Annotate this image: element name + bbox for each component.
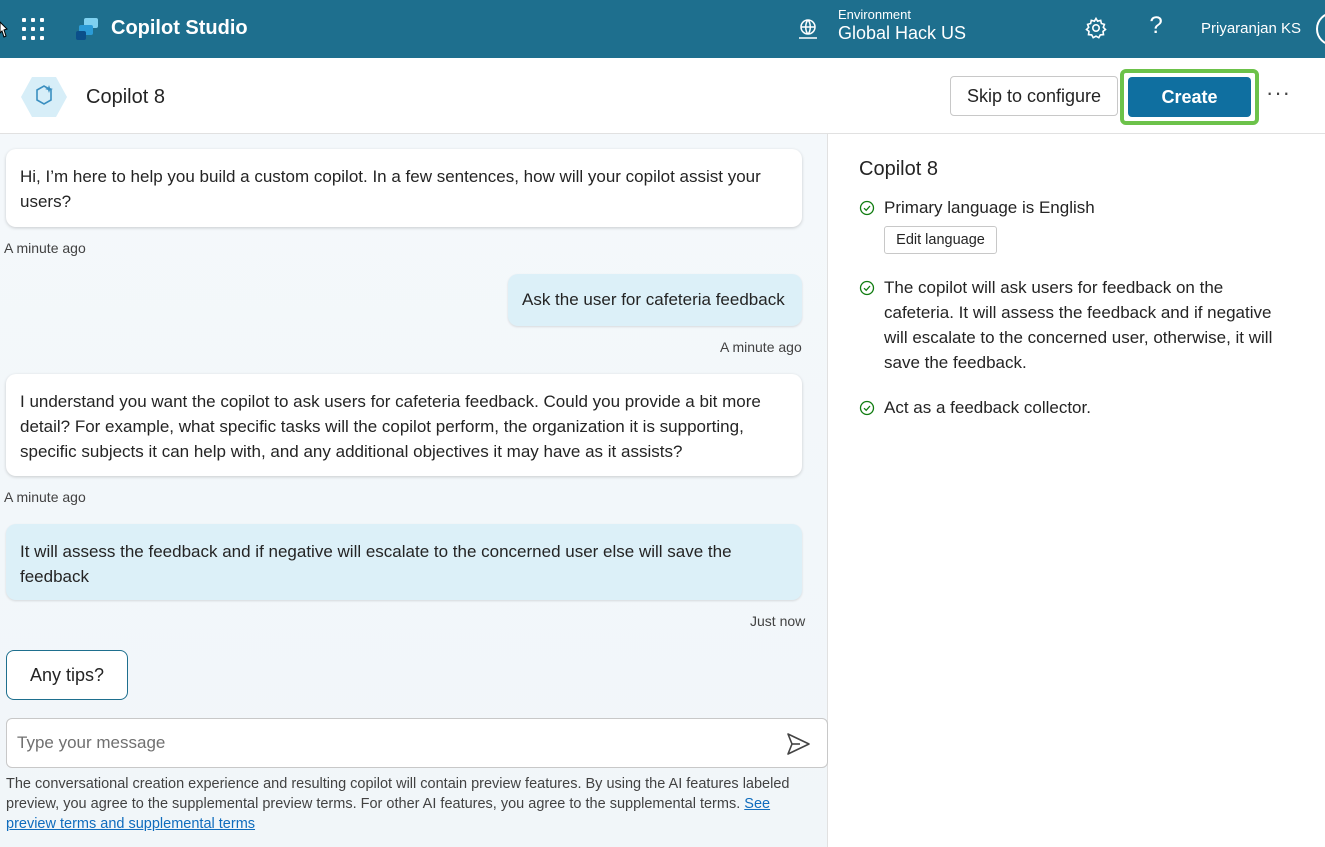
check-circle-icon — [859, 200, 875, 216]
gear-icon[interactable] — [1084, 16, 1108, 40]
edit-language-button[interactable]: Edit language — [884, 226, 997, 254]
top-bar — [0, 0, 1325, 58]
create-button-highlight — [1120, 69, 1259, 125]
help-icon[interactable]: ? — [1149, 12, 1163, 39]
summary-item — [859, 275, 1289, 375]
skip-to-configure-button[interactable]: Skip to configure — [950, 76, 1118, 116]
environment-label: Environment — [838, 7, 911, 22]
summary-item — [859, 395, 1289, 425]
message-input[interactable] — [17, 729, 757, 757]
user-message: It will assess the feedback and if negative will escalate to the concerned user else will save the feedback — [6, 524, 802, 600]
message-timestamp: A minute ago — [4, 240, 86, 256]
message-timestamp: Just now — [750, 613, 806, 629]
user-message: Ask the user for cafeteria feedback — [508, 274, 802, 326]
check-circle-icon — [859, 280, 875, 296]
environment-name[interactable]: Global Hack US — [838, 23, 967, 43]
message-input-box — [6, 718, 828, 768]
message-timestamp: A minute ago — [720, 339, 802, 355]
summary-item — [859, 195, 1289, 225]
copilot-summary-panel — [829, 134, 1325, 847]
bot-message: Hi, I’m here to help you build a custom copilot. In a few sentences, how will your copilot assist your users? — [6, 149, 802, 227]
copilot-name: Copilot 8 — [86, 86, 165, 108]
summary-item-text: Primary language is English — [884, 198, 1095, 217]
preview-disclaimer — [6, 774, 821, 834]
any-tips-button[interactable]: Any tips? — [6, 650, 128, 700]
copilot-header — [0, 58, 1325, 134]
app-launcher-icon[interactable] — [22, 18, 44, 40]
send-icon[interactable] — [785, 731, 811, 757]
copilot-studio-logo-icon — [75, 16, 101, 42]
chat-panel — [0, 134, 828, 847]
bot-message: I understand you want the copilot to ask users for cafeteria feedback. Could you provide a bit more detail? For example, what specific tasks will the copilot perform, the organization it is supporting, specific subjects it can help with, and any additional objectives it may have as it assists? — [6, 374, 802, 476]
disclaimer-text: The conversational creation experience and resulting copilot will contain preview features. By using the AI features labeled preview, you agree to the supplemental preview terms. For other AI features, you agree to the supplemental terms. — [6, 776, 790, 812]
summary-item-text: Act as a feedback collector. — [884, 398, 1091, 417]
copilot-avatar-icon — [20, 76, 68, 118]
user-name[interactable]: Priyaranjan KS — [1201, 20, 1302, 37]
preview-terms-link[interactable]: See preview terms and supplemental terms — [6, 796, 771, 832]
app-title[interactable]: Copilot Studio — [111, 17, 248, 39]
mouse-cursor-icon — [0, 18, 12, 42]
summary-item-text: The copilot will ask users for feedback on the cafeteria. It will assess the feedback and if negative will escalate to the concerned user, otherwise, it will save the feedback. — [884, 278, 1273, 372]
check-circle-icon — [859, 400, 875, 416]
summary-title: Copilot 8 — [859, 158, 938, 180]
more-options-icon[interactable]: ··· — [1266, 80, 1291, 105]
environment-icon[interactable] — [796, 17, 820, 41]
avatar[interactable] — [1316, 12, 1325, 46]
create-button[interactable]: Create — [1128, 77, 1251, 117]
message-timestamp: A minute ago — [4, 489, 86, 505]
